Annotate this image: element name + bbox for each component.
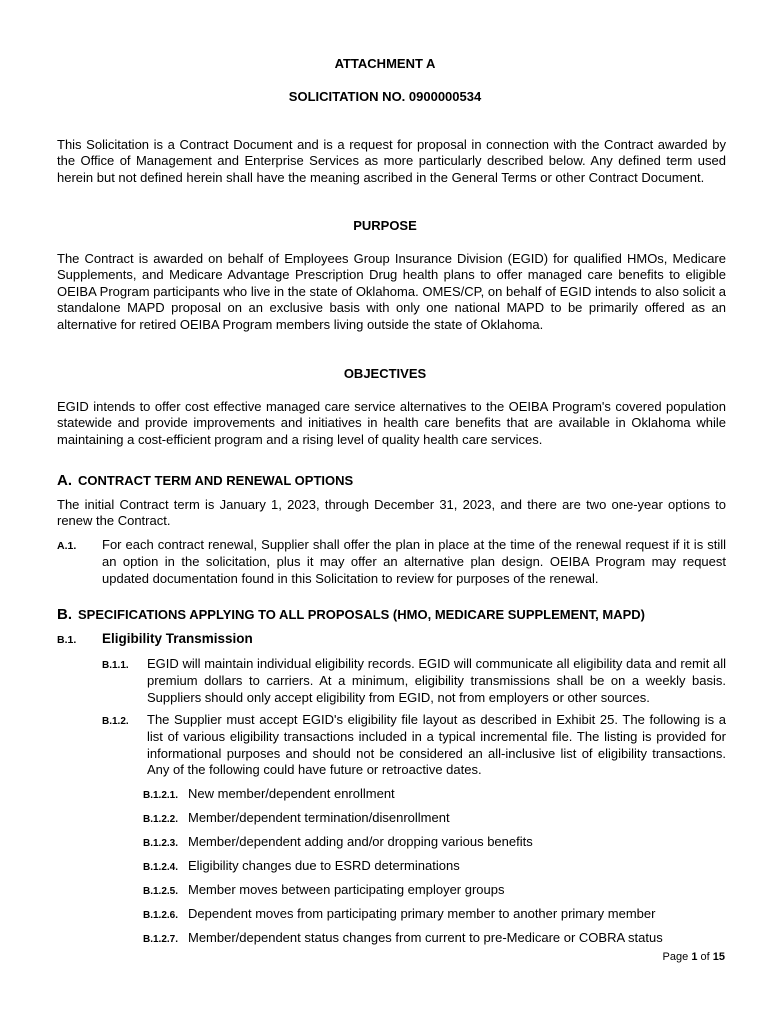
section-a-title: CONTRACT TERM AND RENEWAL OPTIONS (78, 473, 354, 488)
purpose-paragraph: The Contract is awarded on behalf of Employees Group Insurance Division (EGID) for qualified HMOs, Medicare Supplements, and Medicare Advantage Prescription Drug health plans to offer managed care benefits to eligible OEIBA Program participants who live in the state of Oklahoma. OMES/CP, on behalf of EGID intends to also solicit a standalone MAPD proposal on an exclusive basis with only one national MAPD to be primarily offered as an alternative for retired OEIBA Program members living outside the state of Oklahoma. (57, 251, 726, 332)
solicitation-number: SOLICITATION NO. 0900000534 (288, 89, 482, 104)
list-item-text: Eligibility changes due to ESRD determinations (188, 858, 460, 873)
b1-title: Eligibility Transmission (102, 631, 253, 646)
list-item-text: New member/dependent enrollment (188, 786, 395, 801)
b1-number: B.1. (57, 634, 77, 646)
list-item-text: Member/dependent status changes from current to pre-Medicare or COBRA status (188, 930, 663, 945)
list-item-number: B.1.2.2. (143, 814, 179, 825)
page-total: 15 (712, 951, 725, 963)
list-item-number: B.1.2.5. (143, 886, 179, 897)
page-footer (663, 951, 725, 963)
b11-number: B.1.1. (102, 660, 129, 671)
section-b-title: SPECIFICATIONS APPLYING TO ALL PROPOSALS (HMO, MEDICARE SUPPLEMENT, MAPD) (78, 607, 645, 622)
list-item-number: B.1.2.7. (143, 934, 179, 945)
purpose-heading: PURPOSE (353, 218, 417, 233)
list-item-text: Member/dependent adding and/or dropping various benefits (188, 834, 533, 849)
page-label: Page (662, 951, 689, 963)
of-label: of (700, 951, 710, 963)
section-b-heading (57, 606, 645, 623)
b12-number: B.1.2. (102, 716, 129, 727)
a1-number: A.1. (57, 540, 77, 552)
section-a-letter: A. (57, 472, 72, 489)
list-item-number: B.1.2.1. (143, 790, 179, 801)
section-b-letter: B. (57, 606, 72, 623)
b12-paragraph: The Supplier must accept EGID's eligibility file layout as described in Exhibit 25. The following is a list of various eligibility transactions included in a typical incremental file. The listing is provided for informational purposes and should not be considered an all-inclusive list of eligibility transactions. Any of the following could have future or retroactive dates. (147, 712, 726, 778)
list-item-number: B.1.2.4. (143, 862, 179, 873)
page-number: 1 (691, 951, 698, 963)
intro-paragraph: This Solicitation is a Contract Document and is a request for proposal in connection with the Contract awarded by the Office of Management and Enterprise Services as more particularly described below. Any defined term used herein but not defined herein shall have the meaning ascribed in the General Terms or other Contract Document. (57, 137, 726, 185)
objectives-heading: OBJECTIVES (343, 366, 427, 381)
a1-paragraph: For each contract renewal, Supplier shall offer the plan in place at the time of the renewal request if it is still an option in the solicitation, plus it may offer an alternative plan design. OEIBA Program may request updated documentation found in this Solicitation to review for purposes of the renewal. (102, 537, 726, 586)
list-item-number: B.1.2.6. (143, 910, 179, 921)
section-a-paragraph: The initial Contract term is January 1, 2023, through December 31, 2023, and there are two one-year options to renew the Contract. (57, 497, 726, 529)
attachment-title: ATTACHMENT A (334, 56, 436, 71)
list-item-text: Member/dependent termination/disenrollment (188, 810, 450, 825)
list-item-text: Dependent moves from participating primary member to another primary member (188, 906, 656, 921)
list-item-number: B.1.2.3. (143, 838, 179, 849)
objectives-paragraph: EGID intends to offer cost effective managed care service alternatives to the OEIBA Program's covered population statewide and provide improvements and initiatives in health care benefits that are available in Oklahoma while maintaining a cost-efficient program and a rising level of quality health care services. (57, 399, 726, 447)
b11-paragraph: EGID will maintain individual eligibility records. EGID will communicate all eligibility data and remit all premium dollars to carriers. At a minimum, eligibility transmissions shall be on a weekly basis. Suppliers should only accept eligibility from EGID, not from employers or other sources. (147, 656, 726, 705)
list-item-text: Member moves between participating employer groups (188, 882, 505, 897)
section-a-heading (57, 472, 353, 489)
